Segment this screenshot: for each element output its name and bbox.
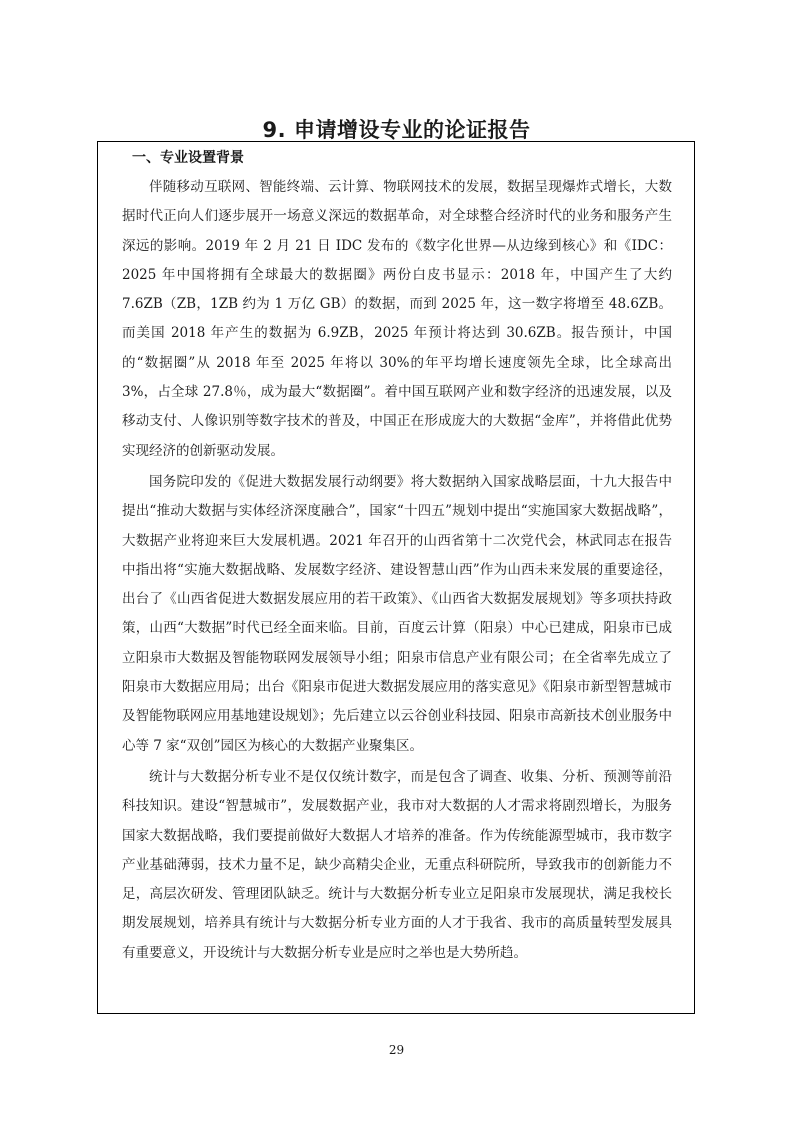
paragraph-background-data-growth: 伴随移动互联网、智能终端、云计算、物联网技术的发展，数据呈现爆炸式增长，大数据时代正向人们逐步展开一场意义深远的数据革命，对全球整合经济时代的业务和服务产生深远的影响。2019 年 2 月 21 日 IDC 发布的《数字化世界—从边缘到核心》和《IDC：2025 年中国将拥有全球最大的数据圈》两份白皮书显示：2018 年，中国产生了大约 7.6ZB（ZB，1ZB 约为 1 万亿 GB）的数据，而到 2025 年，这一数字将增至 48.6ZB。而美国 2018 年产生的数据为 6.9ZB，2025 年预计将达到 30.6ZB。报告预计，中国的“数据圈”从 2018 年至 2025 年将以 30%的年平均增长速度领先全球，比全球高出 3%，占全球 27.8％，成为最大“数据圈”。着中国互联网产业和数字经济的迅速发展，以及移动支付、人像识别等数字技术的普及，中国正在形成庞大的大数据“金库”，并将借此优势实现经济的创新驱动发展。 <box>122 179 672 459</box>
report-content-box <box>97 141 695 1014</box>
page-title: 9. 申请增设专业的论证报告 <box>262 118 531 143</box>
paragraph-major-significance: 统计与大数据分析专业不是仅仅统计数字，而是包含了调查、收集、分析、预测等前沿科技知识。建设“智慧城市”，发展数据产业，我市对大数据的人才需求将剧烈增长，为服务国家大数据战略，我们要提前做好大数据人才培养的准备。作为传统能源型城市，我市数字产业基础薄弱，技术力量不足，缺少高精尖企业，无重点科研院所，导致我市的创新能力不足，高层次研发、管理团队缺乏。统计与大数据分析专业立足阳泉市发展现状，满足我校长期发展规划，培养具有统计与大数据分析专业方面的人才于我省、我市的高质量转型发展具有重要意义，开设统计与大数据分析专业是应时之举也是大势所趋。 <box>122 768 672 961</box>
paragraph-policy-support: 国务院印发的《促进大数据发展行动纲要》将大数据纳入国家战略层面，十九大报告中提出“推动大数据与实体经济深度融合”，国家“十四五”规划中提出“实施国家大数据战略”，大数据产业将迎来巨大发展机遇。2021 年召开的山西省第十二次党代会，林武同志在报告中指出将“实施大数据战略、发展数字经济、建设智慧山西”作为山西未来发展的重要途径，出台了《山西省促进大数据发展应用的若干政策》、《山西省大数据发展规划》等多项扶持政策，山西“大数据”时代已经全面来临。目前，百度云计算（阳泉）中心已建成，阳泉市已成立阳泉市大数据及智能物联网发展领导小组；阳泉市信息产业有限公司；在全省率先成立了阳泉市大数据应用局；出台《阳泉市促进大数据发展应用的落实意见》《阳泉市新型智慧城市及智能物联网应用基地建设规划》；先后建立以云谷创业科技园、阳泉市高新技术创业服务中心等 7 家“双创”园区为核心的大数据产业聚集区。 <box>122 473 672 754</box>
section-heading: 一、专业设置背景 <box>132 150 244 166</box>
page-number: 29 <box>388 1043 405 1057</box>
